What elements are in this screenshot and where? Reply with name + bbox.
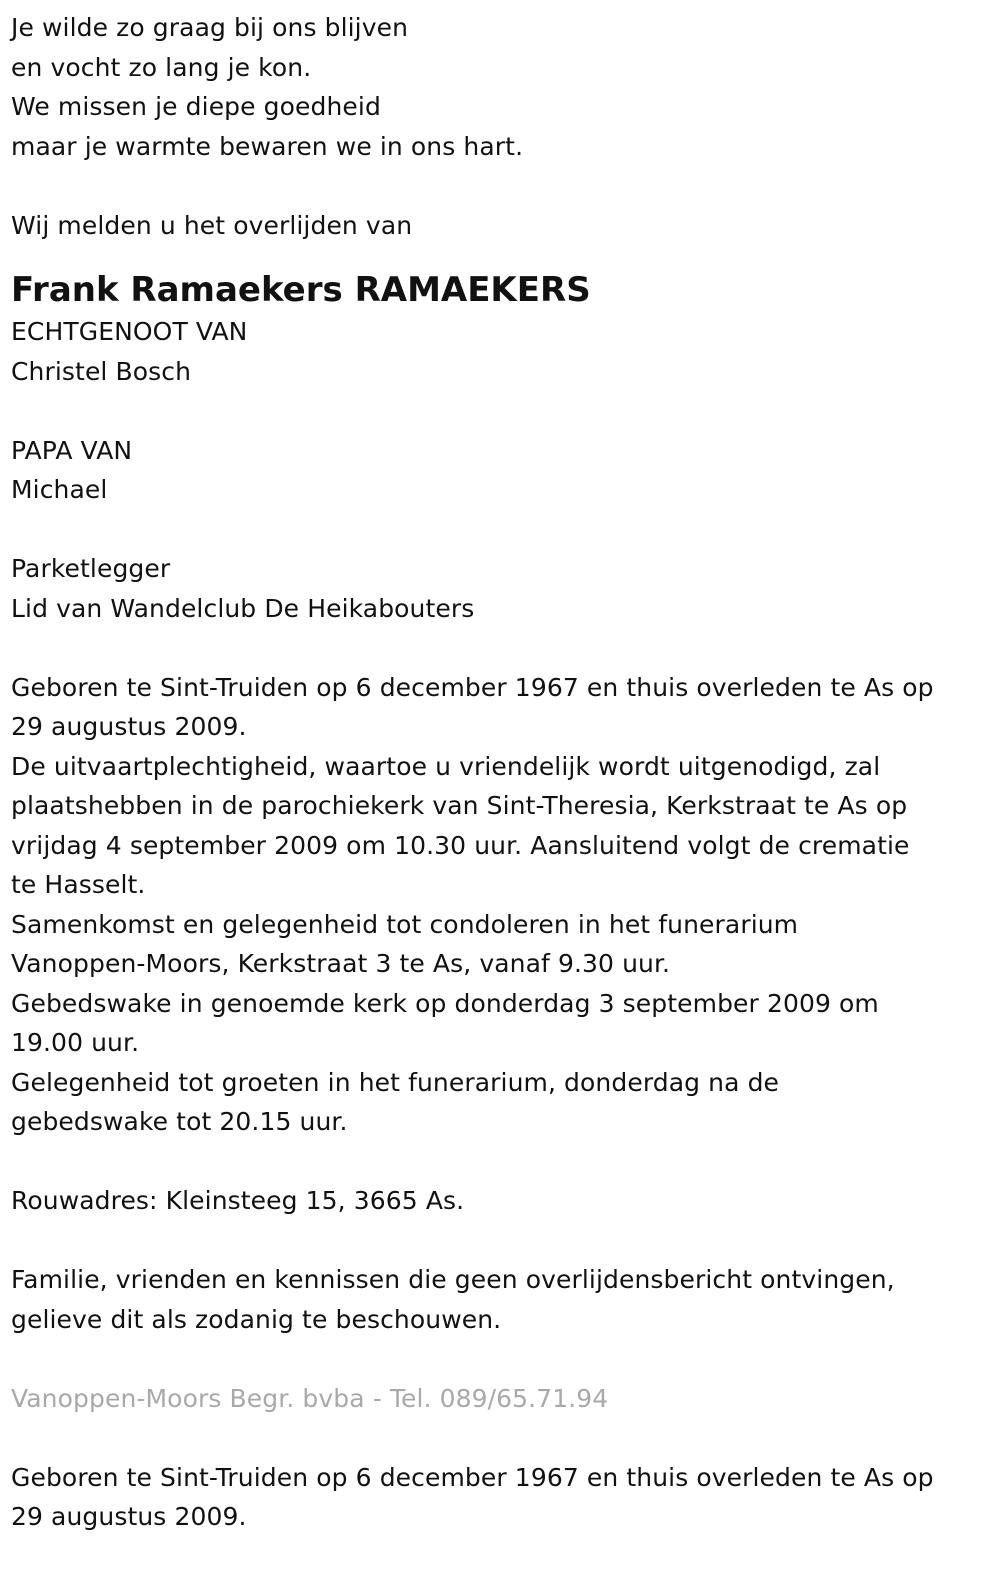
spacer	[11, 1221, 1000, 1261]
spacer	[11, 510, 1000, 550]
membership: Lid van Wandelclub De Heikabouters	[11, 593, 475, 623]
notice-line: gelieve dit als zodanig te beschouwen.	[11, 1304, 502, 1334]
spacer	[11, 628, 1000, 668]
announcement-line: te Hasselt.	[11, 870, 146, 899]
details-block	[11, 549, 1000, 628]
announcement-line: Gelegenheid tot groeten in het funerarium, donderdag na de	[11, 1067, 780, 1097]
spouse-block	[11, 312, 1000, 391]
repeat-line: Geboren te Sint-Truiden op 6 december 1967 en thuis overleden te As op	[11, 1462, 934, 1492]
announcement-line: 29 augustus 2009.	[11, 712, 247, 741]
spacer	[11, 1339, 1000, 1379]
spouse-name: Christel Bosch	[11, 356, 192, 386]
poem-line: maar je warmte bewaren we in ons hart.	[11, 131, 524, 161]
announcement-line: Samenkomst en gelegenheid tot condoleren in het funerarium	[11, 909, 799, 939]
mourning-address: Rouwadres: Kleinsteeg 15, 3665 As.	[11, 1186, 465, 1215]
child-block	[11, 431, 1000, 510]
poem-line: en vocht zo lang je kon.	[11, 52, 312, 82]
repeat-block	[11, 1458, 1000, 1537]
notice-line: Familie, vrienden en kennissen die geen overlijdensbericht ontvingen,	[11, 1265, 895, 1294]
announcement-line: Vanoppen-Moors, Kerkstraat 3 te As, vanaf 9.30 uur.	[11, 949, 671, 978]
announcement-line: vrijdag 4 september 2009 om 10.30 uur. Aansluitend volgt de crematie	[11, 830, 910, 860]
repeat-line: 29 augustus 2009.	[11, 1502, 247, 1531]
announcement-line: Geboren te Sint-Truiden op 6 december 1967 en thuis overleden te As op	[11, 672, 934, 702]
spouse-label: ECHTGENOOT VAN	[11, 317, 248, 346]
child-label: PAPA VAN	[11, 435, 133, 465]
spacer	[11, 1418, 1000, 1458]
announcement-line: Gebedswake in genoemde kerk op donderdag 3 september 2009 om	[11, 988, 879, 1018]
notice-block	[11, 1260, 1000, 1339]
occupation: Parketlegger	[11, 554, 171, 583]
announcement-line: plaatshebben in de parochiekerk van Sint-Theresia, Kerkstraat te As op	[11, 791, 908, 820]
poem	[11, 8, 1000, 166]
intro-text: Wij melden u het overlijden van	[11, 210, 413, 240]
spacer	[11, 166, 1000, 206]
poem-line: We missen je diepe goedheid	[11, 92, 381, 121]
announcement-line: 19.00 uur.	[11, 1028, 140, 1057]
spacer	[11, 1142, 1000, 1182]
poem-line: Je wilde zo graag bij ons blijven	[11, 13, 409, 42]
announcement-line: De uitvaartplechtigheid, waartoe u vriendelijk wordt uitgenodigd, zal	[11, 751, 881, 781]
child-name: Michael	[11, 475, 108, 504]
spacer	[11, 391, 1000, 431]
announcement-line: gebedswake tot 20.15 uur.	[11, 1107, 348, 1136]
funeral-home-contact: Vanoppen-Moors Begr. bvba - Tel. 089/65.71.94	[11, 1383, 609, 1413]
deceased-name: Frank Ramaekers RAMAEKERS	[11, 270, 591, 310]
announcement-block	[11, 668, 1000, 1142]
